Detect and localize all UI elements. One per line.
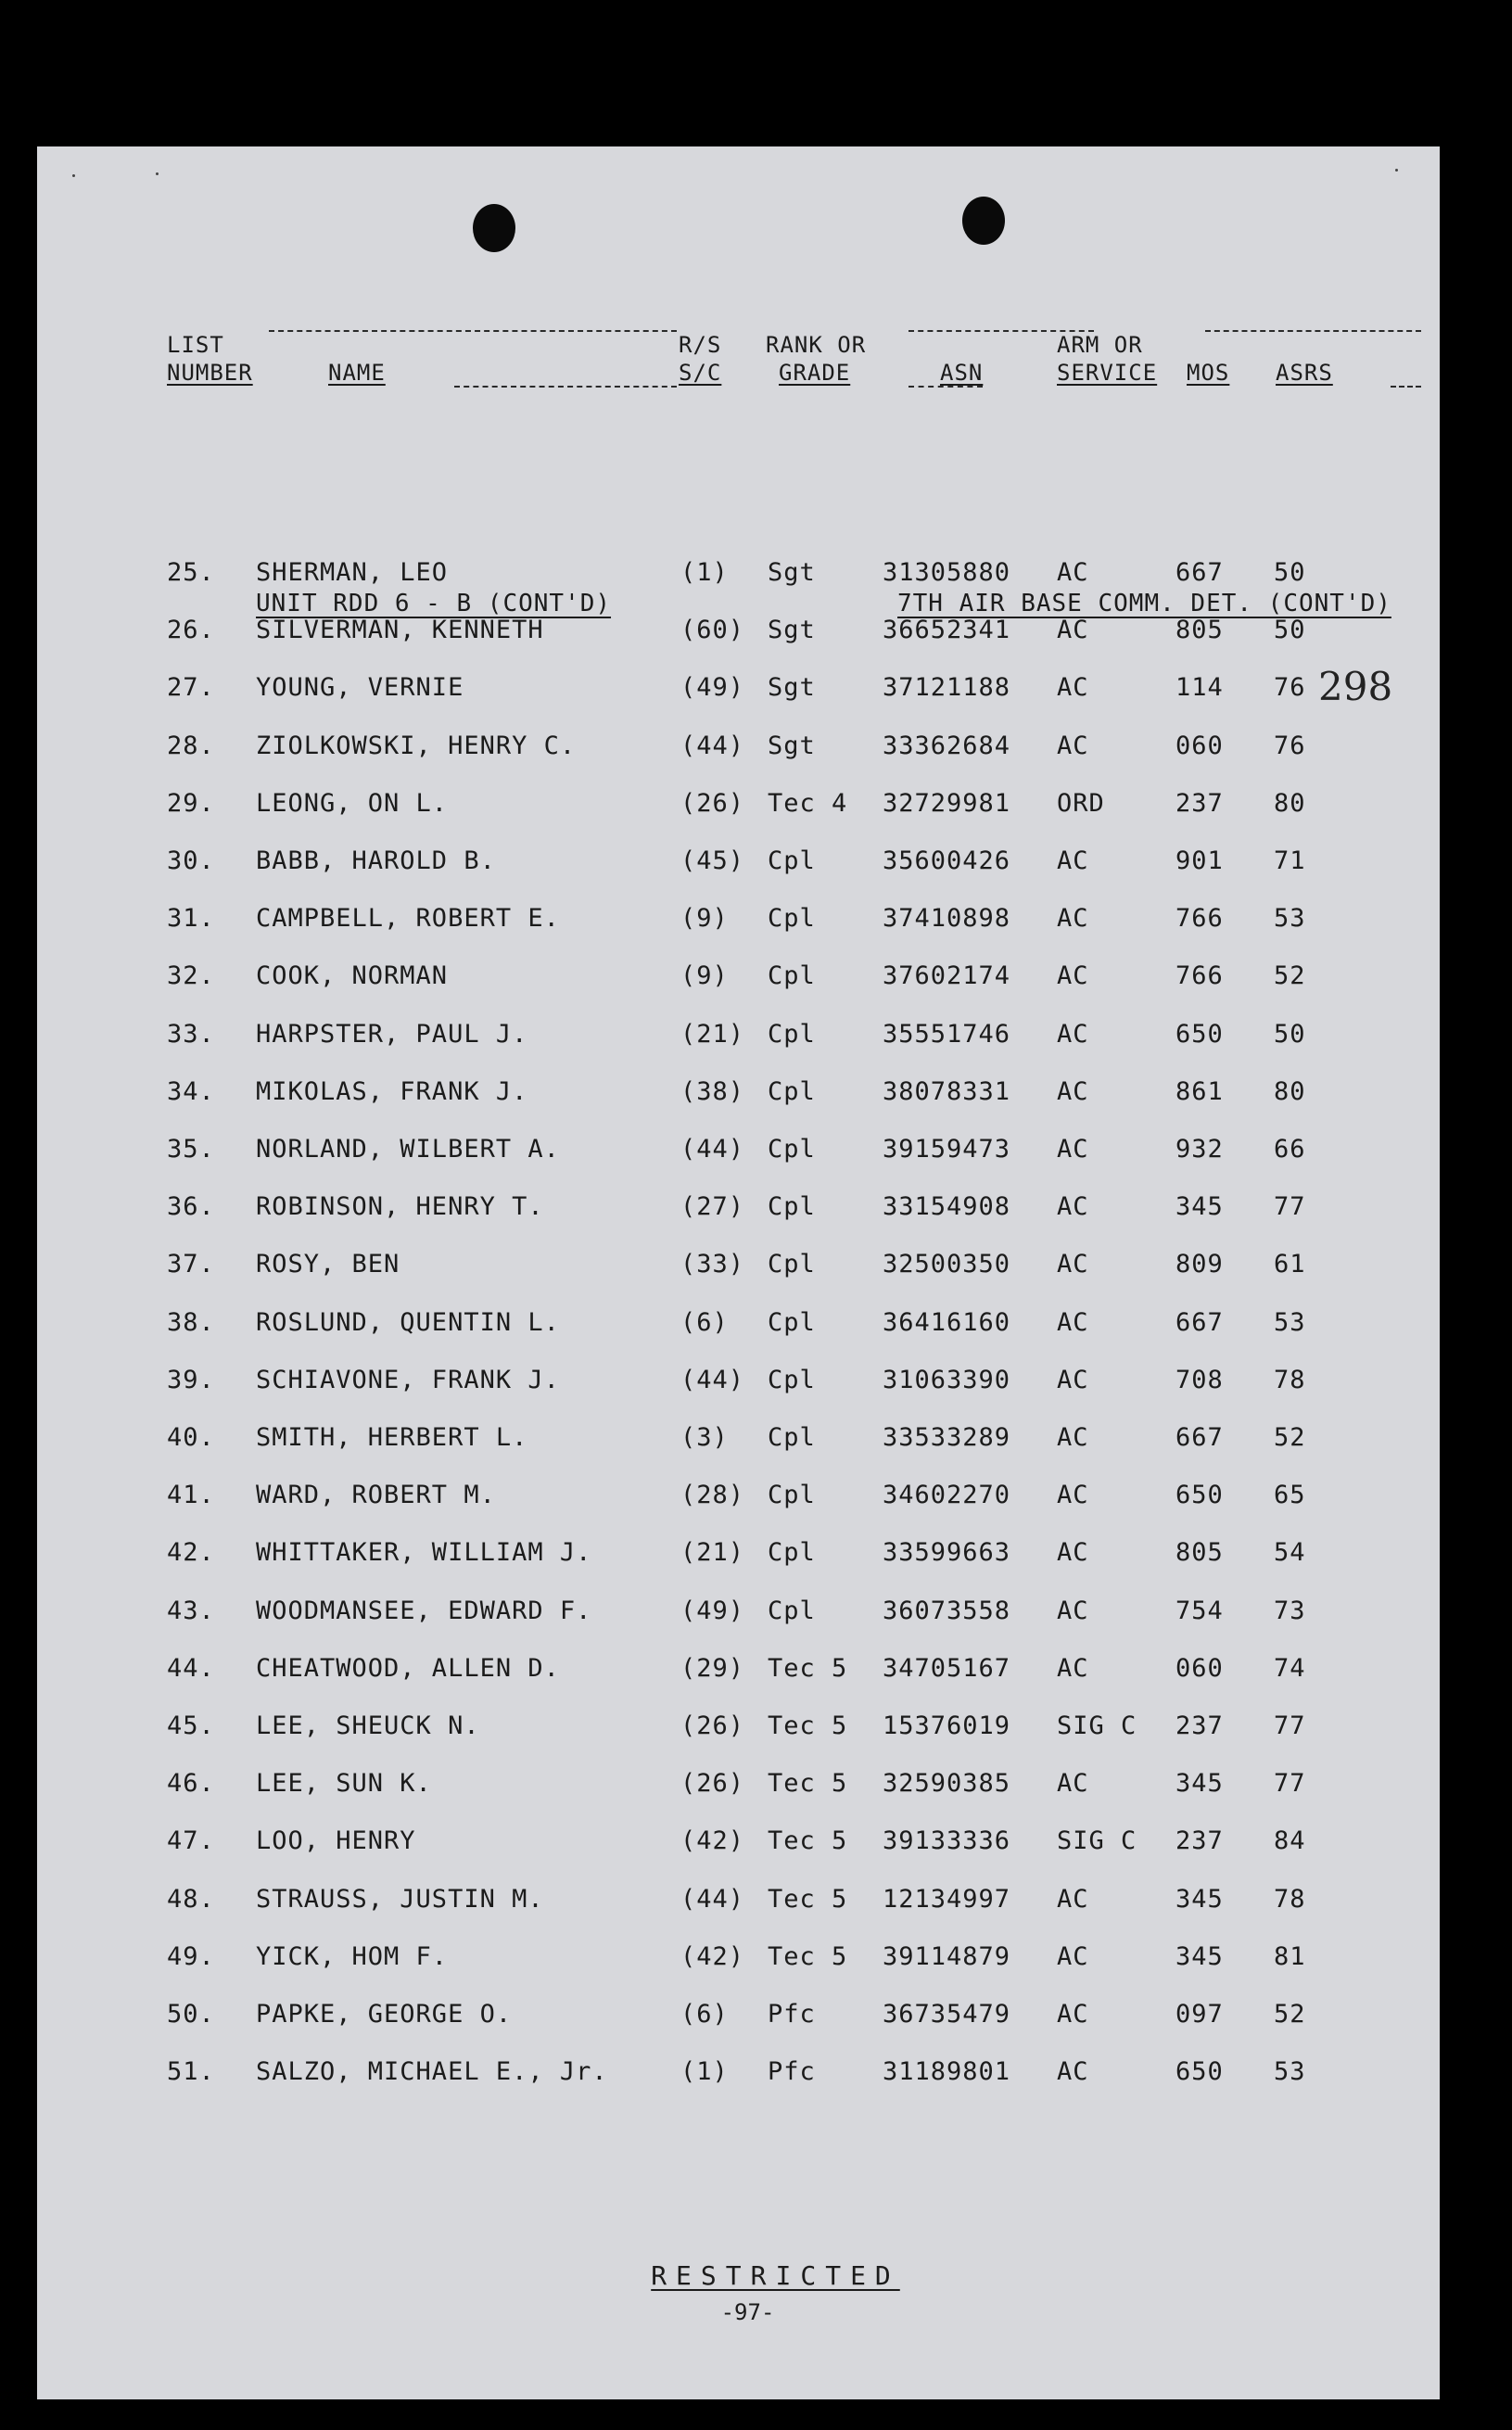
cell-arm: AC xyxy=(1057,961,1089,991)
cell-mos: 805 xyxy=(1175,1538,1224,1568)
cell-rs: (9) xyxy=(680,961,729,991)
cell-asn: 35600426 xyxy=(883,846,1011,875)
header-service: SERVICE xyxy=(1057,360,1158,386)
cell-num: 39. xyxy=(167,1365,215,1394)
cell-asrs: 77 xyxy=(1274,1192,1306,1222)
header-mos: MOS xyxy=(1187,360,1230,386)
header-arm-or: ARM OR xyxy=(1057,332,1143,358)
cell-asrs: 71 xyxy=(1274,846,1306,875)
cell-asn: 36735479 xyxy=(883,2000,1011,2029)
cell-mos: 667 xyxy=(1175,1423,1224,1452)
page-stamp-number: 298 xyxy=(1318,664,1393,709)
cell-arm: AC xyxy=(1057,1365,1089,1394)
table-row xyxy=(37,1654,1440,1710)
cell-arm: ORD xyxy=(1057,788,1105,818)
cell-asrs: 78 xyxy=(1274,1365,1306,1394)
paper-speck xyxy=(72,174,75,177)
header-rule xyxy=(269,330,677,332)
table-row xyxy=(37,789,1440,845)
cell-name: WHITTAKER, WILLIAM J. xyxy=(256,1538,592,1568)
cell-rank: Cpl xyxy=(768,904,816,934)
cell-name: LEE, SHEUCK N. xyxy=(256,1711,480,1740)
cell-arm: AC xyxy=(1057,1769,1089,1799)
header-rule xyxy=(454,386,677,388)
punch-hole-right xyxy=(962,197,1005,245)
cell-num: 37. xyxy=(167,1250,215,1279)
header-name: NAME xyxy=(328,360,386,386)
cell-rs: (44) xyxy=(680,1135,745,1164)
cell-arm: AC xyxy=(1057,731,1089,760)
cell-num: 27. xyxy=(167,673,215,703)
cell-arm: AC xyxy=(1057,1019,1089,1049)
cell-num: 29. xyxy=(167,788,215,818)
classification-marking: RESTRICTED xyxy=(651,2260,900,2291)
cell-num: 51. xyxy=(167,2057,215,2087)
detachment-label: 7TH AIR BASE COMM. DET. (CONT'D) xyxy=(897,590,1391,617)
cell-rank: Sgt xyxy=(768,558,816,587)
cell-name: YOUNG, VERNIE xyxy=(256,673,464,703)
table-row xyxy=(37,1826,1440,1882)
cell-arm: AC xyxy=(1057,1076,1089,1106)
cell-num: 34. xyxy=(167,1076,215,1106)
cell-mos: 650 xyxy=(1175,1019,1224,1049)
cell-asn: 39114879 xyxy=(883,1941,1011,1971)
cell-arm: AC xyxy=(1057,673,1089,703)
cell-name: NORLAND, WILBERT A. xyxy=(256,1135,560,1164)
table-row xyxy=(37,616,1440,671)
cell-num: 44. xyxy=(167,1653,215,1683)
cell-num: 33. xyxy=(167,1019,215,1049)
cell-arm: AC xyxy=(1057,1250,1089,1279)
cell-asn: 33599663 xyxy=(883,1538,1011,1568)
cell-asn: 39159473 xyxy=(883,1135,1011,1164)
cell-asn: 33362684 xyxy=(883,731,1011,760)
cell-rs: (29) xyxy=(680,1653,745,1683)
cell-asn: 32729981 xyxy=(883,788,1011,818)
cell-mos: 766 xyxy=(1175,904,1224,934)
cell-rank: Cpl xyxy=(768,846,816,875)
cell-mos: 237 xyxy=(1175,1826,1224,1856)
cell-arm: AC xyxy=(1057,2000,1089,2029)
cell-asrs: 50 xyxy=(1274,1019,1306,1049)
cell-rank: Tec 4 xyxy=(768,788,848,818)
cell-asrs: 50 xyxy=(1274,558,1306,587)
cell-asrs: 52 xyxy=(1274,1423,1306,1452)
cell-rank: Cpl xyxy=(768,961,816,991)
cell-rank: Cpl xyxy=(768,1596,816,1625)
cell-num: 36. xyxy=(167,1192,215,1222)
cell-asrs: 53 xyxy=(1274,1307,1306,1337)
cell-asn: 34602270 xyxy=(883,1481,1011,1510)
cell-num: 41. xyxy=(167,1481,215,1510)
cell-arm: AC xyxy=(1057,904,1089,934)
table-row xyxy=(37,1192,1440,1248)
cell-asn: 33154908 xyxy=(883,1192,1011,1222)
cell-mos: 650 xyxy=(1175,2057,1224,2087)
cell-rank: Tec 5 xyxy=(768,1769,848,1799)
cell-asrs: 80 xyxy=(1274,788,1306,818)
cell-name: SILVERMAN, KENNETH xyxy=(256,616,544,645)
cell-asrs: 77 xyxy=(1274,1711,1306,1740)
cell-asrs: 53 xyxy=(1274,904,1306,934)
cell-rank: Tec 5 xyxy=(768,1941,848,1971)
cell-mos: 097 xyxy=(1175,2000,1224,2029)
cell-num: 25. xyxy=(167,558,215,587)
cell-rs: (9) xyxy=(680,904,729,934)
cell-num: 45. xyxy=(167,1711,215,1740)
cell-mos: 754 xyxy=(1175,1596,1224,1625)
cell-arm: AC xyxy=(1057,1596,1089,1625)
cell-rs: (27) xyxy=(680,1192,745,1222)
cell-num: 32. xyxy=(167,961,215,991)
cell-num: 30. xyxy=(167,846,215,875)
cell-rs: (44) xyxy=(680,731,745,760)
cell-asn: 34705167 xyxy=(883,1653,1011,1683)
cell-asrs: 76 xyxy=(1274,673,1306,703)
table-row xyxy=(37,1250,1440,1305)
table-row xyxy=(37,1711,1440,1767)
cell-rank: Pfc xyxy=(768,2000,816,2029)
cell-rs: (44) xyxy=(680,1365,745,1394)
cell-rs: (26) xyxy=(680,1769,745,1799)
cell-asn: 31063390 xyxy=(883,1365,1011,1394)
cell-rs: (3) xyxy=(680,1423,729,1452)
cell-arm: AC xyxy=(1057,558,1089,587)
cell-asrs: 80 xyxy=(1274,1076,1306,1106)
cell-rank: Tec 5 xyxy=(768,1884,848,1914)
cell-rs: (42) xyxy=(680,1941,745,1971)
table-row xyxy=(37,1308,1440,1364)
table-row xyxy=(37,1942,1440,1998)
cell-rs: (42) xyxy=(680,1826,745,1856)
header-sc: S/C xyxy=(679,360,722,386)
cell-mos: 766 xyxy=(1175,961,1224,991)
cell-num: 35. xyxy=(167,1135,215,1164)
cell-mos: 650 xyxy=(1175,1481,1224,1510)
cell-mos: 901 xyxy=(1175,846,1224,875)
cell-name: WOODMANSEE, EDWARD F. xyxy=(256,1596,592,1625)
cell-name: SALZO, MICHAEL E., Jr. xyxy=(256,2057,608,2087)
cell-rs: (60) xyxy=(680,616,745,645)
cell-mos: 809 xyxy=(1175,1250,1224,1279)
table-row xyxy=(37,904,1440,960)
cell-mos: 345 xyxy=(1175,1884,1224,1914)
cell-asrs: 50 xyxy=(1274,616,1306,645)
paper-speck xyxy=(1395,169,1398,172)
cell-asrs: 84 xyxy=(1274,1826,1306,1856)
table-row xyxy=(37,558,1440,614)
table-row xyxy=(37,1885,1440,1940)
cell-asrs: 74 xyxy=(1274,1653,1306,1683)
header-number: NUMBER xyxy=(167,360,253,386)
cell-name: SCHIAVONE, FRANK J. xyxy=(256,1365,560,1394)
cell-num: 50. xyxy=(167,2000,215,2029)
cell-arm: AC xyxy=(1057,616,1089,645)
cell-rs: (26) xyxy=(680,1711,745,1740)
cell-num: 48. xyxy=(167,1884,215,1914)
cell-rs: (6) xyxy=(680,2000,729,2029)
cell-rs: (21) xyxy=(680,1538,745,1568)
cell-asn: 35551746 xyxy=(883,1019,1011,1049)
cell-arm: AC xyxy=(1057,1135,1089,1164)
cell-rank: Sgt xyxy=(768,731,816,760)
cell-rank: Pfc xyxy=(768,2057,816,2087)
table-row xyxy=(37,846,1440,902)
cell-asrs: 54 xyxy=(1274,1538,1306,1568)
cell-num: 47. xyxy=(167,1826,215,1856)
cell-asn: 39133336 xyxy=(883,1826,1011,1856)
cell-name: BABB, HAROLD B. xyxy=(256,846,496,875)
cell-rank: Cpl xyxy=(768,1365,816,1394)
cell-num: 42. xyxy=(167,1538,215,1568)
cell-asn: 32590385 xyxy=(883,1769,1011,1799)
cell-rank: Cpl xyxy=(768,1307,816,1337)
cell-name: CHEATWOOD, ALLEN D. xyxy=(256,1653,560,1683)
cell-asrs: 52 xyxy=(1274,2000,1306,2029)
cell-name: WARD, ROBERT M. xyxy=(256,1481,496,1510)
cell-mos: 060 xyxy=(1175,731,1224,760)
cell-arm: AC xyxy=(1057,1481,1089,1510)
table-row xyxy=(37,1597,1440,1652)
cell-name: COOK, NORMAN xyxy=(256,961,449,991)
cell-name: CAMPBELL, ROBERT E. xyxy=(256,904,560,934)
cell-name: SHERMAN, LEO xyxy=(256,558,449,587)
cell-asn: 32500350 xyxy=(883,1250,1011,1279)
header-rank-or: RANK OR xyxy=(766,332,867,358)
cell-asn: 36652341 xyxy=(883,616,1011,645)
cell-mos: 345 xyxy=(1175,1192,1224,1222)
cell-asn: 37121188 xyxy=(883,673,1011,703)
cell-asrs: 61 xyxy=(1274,1250,1306,1279)
cell-asn: 37410898 xyxy=(883,904,1011,934)
cell-name: LEE, SUN K. xyxy=(256,1769,432,1799)
cell-arm: AC xyxy=(1057,2057,1089,2087)
cell-rs: (1) xyxy=(680,2057,729,2087)
cell-name: LEONG, ON L. xyxy=(256,788,449,818)
table-row xyxy=(37,1366,1440,1421)
cell-rs: (1) xyxy=(680,558,729,587)
cell-rank: Sgt xyxy=(768,616,816,645)
cell-rs: (28) xyxy=(680,1481,745,1510)
cell-asn: 37602174 xyxy=(883,961,1011,991)
cell-arm: AC xyxy=(1057,1538,1089,1568)
cell-asn: 33533289 xyxy=(883,1423,1011,1452)
cell-arm: AC xyxy=(1057,1653,1089,1683)
table-row xyxy=(37,1020,1440,1075)
header-list: LIST xyxy=(167,332,224,358)
cell-mos: 114 xyxy=(1175,673,1224,703)
cell-rs: (45) xyxy=(680,846,745,875)
cell-num: 40. xyxy=(167,1423,215,1452)
cell-asrs: 66 xyxy=(1274,1135,1306,1164)
cell-name: ROBINSON, HENRY T. xyxy=(256,1192,544,1222)
cell-mos: 805 xyxy=(1175,616,1224,645)
cell-name: ZIOLKOWSKI, HENRY C. xyxy=(256,731,577,760)
cell-mos: 237 xyxy=(1175,1711,1224,1740)
table-row xyxy=(37,1077,1440,1133)
cell-asn: 31189801 xyxy=(883,2057,1011,2087)
cell-rs: (38) xyxy=(680,1076,745,1106)
cell-mos: 060 xyxy=(1175,1653,1224,1683)
header-rule xyxy=(1205,330,1421,332)
cell-asn: 12134997 xyxy=(883,1884,1011,1914)
header-rs: R/S xyxy=(679,332,722,358)
cell-asn: 36073558 xyxy=(883,1596,1011,1625)
cell-rank: Cpl xyxy=(768,1423,816,1452)
cell-rank: Cpl xyxy=(768,1135,816,1164)
cell-rs: (26) xyxy=(680,788,745,818)
cell-asrs: 76 xyxy=(1274,731,1306,760)
table-row xyxy=(37,1769,1440,1825)
cell-arm: AC xyxy=(1057,1192,1089,1222)
cell-rank: Tec 5 xyxy=(768,1653,848,1683)
cell-rs: (33) xyxy=(680,1250,745,1279)
table-row xyxy=(37,673,1440,729)
cell-num: 31. xyxy=(167,904,215,934)
cell-name: ROSY, BEN xyxy=(256,1250,400,1279)
cell-rank: Cpl xyxy=(768,1250,816,1279)
cell-name: MIKOLAS, FRANK J. xyxy=(256,1076,528,1106)
paper-speck xyxy=(156,172,159,175)
cell-asrs: 53 xyxy=(1274,2057,1306,2087)
cell-arm: AC xyxy=(1057,1307,1089,1337)
cell-name: HARPSTER, PAUL J. xyxy=(256,1019,528,1049)
cell-asrs: 81 xyxy=(1274,1941,1306,1971)
cell-rs: (49) xyxy=(680,673,745,703)
cell-mos: 861 xyxy=(1175,1076,1224,1106)
cell-arm: SIG C xyxy=(1057,1711,1137,1740)
table-row xyxy=(37,1423,1440,1479)
cell-rank: Tec 5 xyxy=(768,1711,848,1740)
cell-name: STRAUSS, JUSTIN M. xyxy=(256,1884,544,1914)
cell-arm: SIG C xyxy=(1057,1826,1137,1856)
header-grade: GRADE xyxy=(779,360,851,386)
cell-rs: (44) xyxy=(680,1884,745,1914)
table-row xyxy=(37,1135,1440,1190)
cell-rank: Cpl xyxy=(768,1192,816,1222)
cell-mos: 932 xyxy=(1175,1135,1224,1164)
cell-name: PAPKE, GEORGE O. xyxy=(256,2000,513,2029)
header-rule xyxy=(908,386,983,388)
cell-mos: 345 xyxy=(1175,1769,1224,1799)
cell-rs: (49) xyxy=(680,1596,745,1625)
cell-rank: Cpl xyxy=(768,1019,816,1049)
cell-num: 43. xyxy=(167,1596,215,1625)
cell-mos: 345 xyxy=(1175,1941,1224,1971)
cell-asn: 36416160 xyxy=(883,1307,1011,1337)
cell-arm: AC xyxy=(1057,1884,1089,1914)
table-row xyxy=(37,2057,1440,2113)
cell-asrs: 77 xyxy=(1274,1769,1306,1799)
cell-asrs: 65 xyxy=(1274,1481,1306,1510)
table-row xyxy=(37,1481,1440,1536)
unit-label: UNIT RDD 6 - B (CONT'D) xyxy=(256,590,612,617)
cell-arm: AC xyxy=(1057,1941,1089,1971)
cell-rank: Cpl xyxy=(768,1538,816,1568)
cell-mos: 667 xyxy=(1175,558,1224,587)
cell-rank: Tec 5 xyxy=(768,1826,848,1856)
punch-hole-left xyxy=(473,204,515,252)
cell-asrs: 73 xyxy=(1274,1596,1306,1625)
cell-asn: 31305880 xyxy=(883,558,1011,587)
cell-rank: Cpl xyxy=(768,1076,816,1106)
cell-num: 46. xyxy=(167,1769,215,1799)
cell-num: 49. xyxy=(167,1941,215,1971)
cell-arm: AC xyxy=(1057,1423,1089,1452)
page-number: -97- xyxy=(720,2299,775,2325)
table-row xyxy=(37,961,1440,1017)
cell-name: SMITH, HERBERT L. xyxy=(256,1423,528,1452)
header-rule xyxy=(1391,386,1421,388)
table-row xyxy=(37,1538,1440,1594)
cell-rank: Sgt xyxy=(768,673,816,703)
cell-num: 28. xyxy=(167,731,215,760)
cell-arm: AC xyxy=(1057,846,1089,875)
cell-asn: 38078331 xyxy=(883,1076,1011,1106)
cell-mos: 708 xyxy=(1175,1365,1224,1394)
cell-num: 38. xyxy=(167,1307,215,1337)
cell-num: 26. xyxy=(167,616,215,645)
cell-asn: 15376019 xyxy=(883,1711,1011,1740)
cell-asrs: 78 xyxy=(1274,1884,1306,1914)
table-row xyxy=(37,2000,1440,2055)
cell-rank: Cpl xyxy=(768,1481,816,1510)
header-asrs: ASRS xyxy=(1276,360,1333,386)
cell-name: ROSLUND, QUENTIN L. xyxy=(256,1307,560,1337)
cell-rs: (6) xyxy=(680,1307,729,1337)
header-asn: ASN xyxy=(940,360,984,386)
cell-name: YICK, HOM F. xyxy=(256,1941,449,1971)
table-row xyxy=(37,732,1440,787)
cell-mos: 667 xyxy=(1175,1307,1224,1337)
document-page xyxy=(37,146,1440,2399)
cell-rs: (21) xyxy=(680,1019,745,1049)
cell-name: LOO, HENRY xyxy=(256,1826,416,1856)
cell-mos: 237 xyxy=(1175,788,1224,818)
cell-asrs: 52 xyxy=(1274,961,1306,991)
